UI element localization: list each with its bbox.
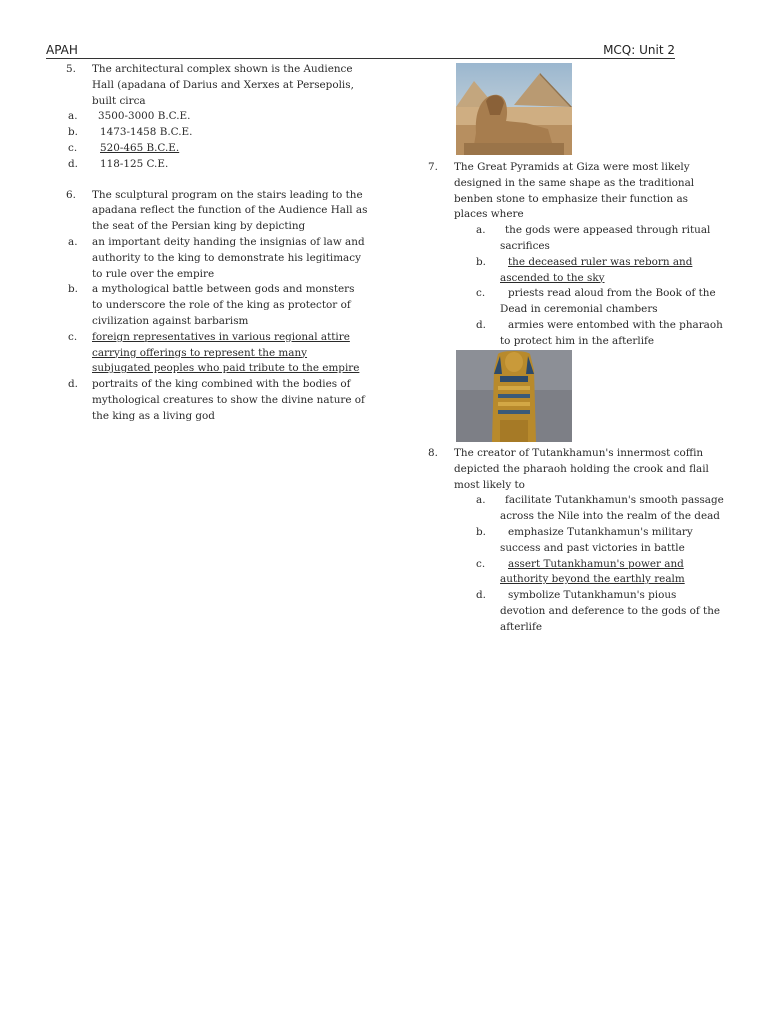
option: d. portraits of the king combined with the bodies of mythological creatures to show the divine nature of the king as a living god [68, 378, 365, 422]
option: b. emphasize Tutankhamun's military success and past victories in battle [476, 525, 693, 554]
course-label: APAH [46, 43, 78, 57]
option: a. facilitate Tutankhamun's smooth passage across the Nile into the realm of the dead [476, 494, 724, 523]
question-stem: The creator of Tutankhamun's innermost coffin depicted the pharaoh holding the crook and flail most likely to [454, 447, 709, 491]
option-correct: c. 520-465 B.C.E. [68, 141, 180, 154]
question-8 [408, 446, 724, 493]
question-stem: The sculptural program on the stairs leading to the apadana reflect the function of the Audience Hall as the seat of the Persian king by depicting [92, 188, 368, 233]
option: d. armies were entombed with the pharaoh to protect him in the afterlife [476, 318, 723, 347]
pyramids-sphinx-image [456, 63, 572, 155]
question-number: 7. [428, 161, 438, 173]
right-column-upper [408, 160, 724, 350]
option-correct: c. foreign representatives in various regional attire carrying offerings to represent the many subjugated peoples who paid tribute to the empire [68, 330, 360, 375]
option: a. 3500-3000 B.C.E. [68, 110, 191, 123]
right-column-lower [408, 446, 724, 636]
option: c. priests read aloud from the Book of the Dead in ceremonial chambers [476, 287, 716, 316]
option: a. the gods were appeased through ritual sacrifices [476, 224, 711, 252]
option-correct: c. assert Tutankhamun's power and authority beyond the earthly realm [476, 557, 685, 586]
question-6 [46, 188, 368, 235]
page-header [46, 44, 675, 59]
option: b. 1473-1458 B.C.E. [68, 126, 193, 139]
question-stem: The architectural complex shown is the Audience Hall (apadana of Darius and Xerxes at Persepolis, built circa [92, 63, 354, 107]
question-stem: The Great Pyramids at Giza were most likely designed in the same shape as the traditional benben stone to emphasize their function as places where [454, 161, 695, 221]
option: b. a mythological battle between gods and monsters to underscore the role of the king as protector of civilization against barbarism [68, 283, 355, 327]
question-5 [46, 62, 368, 109]
question-number: 5. [66, 63, 76, 75]
option: d. 118-125 C.E. [68, 157, 169, 170]
option-correct: b. the deceased ruler was reborn and ascended to the sky [476, 255, 693, 284]
option: a. an important deity handing the insignias of law and authority to the king to demonstrate his legitimacy to rule over the empire [68, 235, 365, 280]
unit-label: MCQ: Unit 2 [603, 43, 675, 57]
option: d. symbolize Tutankhamun's pious devotion and deference to the gods of the afterlife [476, 589, 721, 633]
question-number: 8. [428, 447, 438, 459]
question-number: 6. [66, 188, 76, 201]
left-column [46, 62, 368, 425]
tutankhamun-coffin-image [456, 350, 572, 442]
question-7 [408, 160, 724, 223]
